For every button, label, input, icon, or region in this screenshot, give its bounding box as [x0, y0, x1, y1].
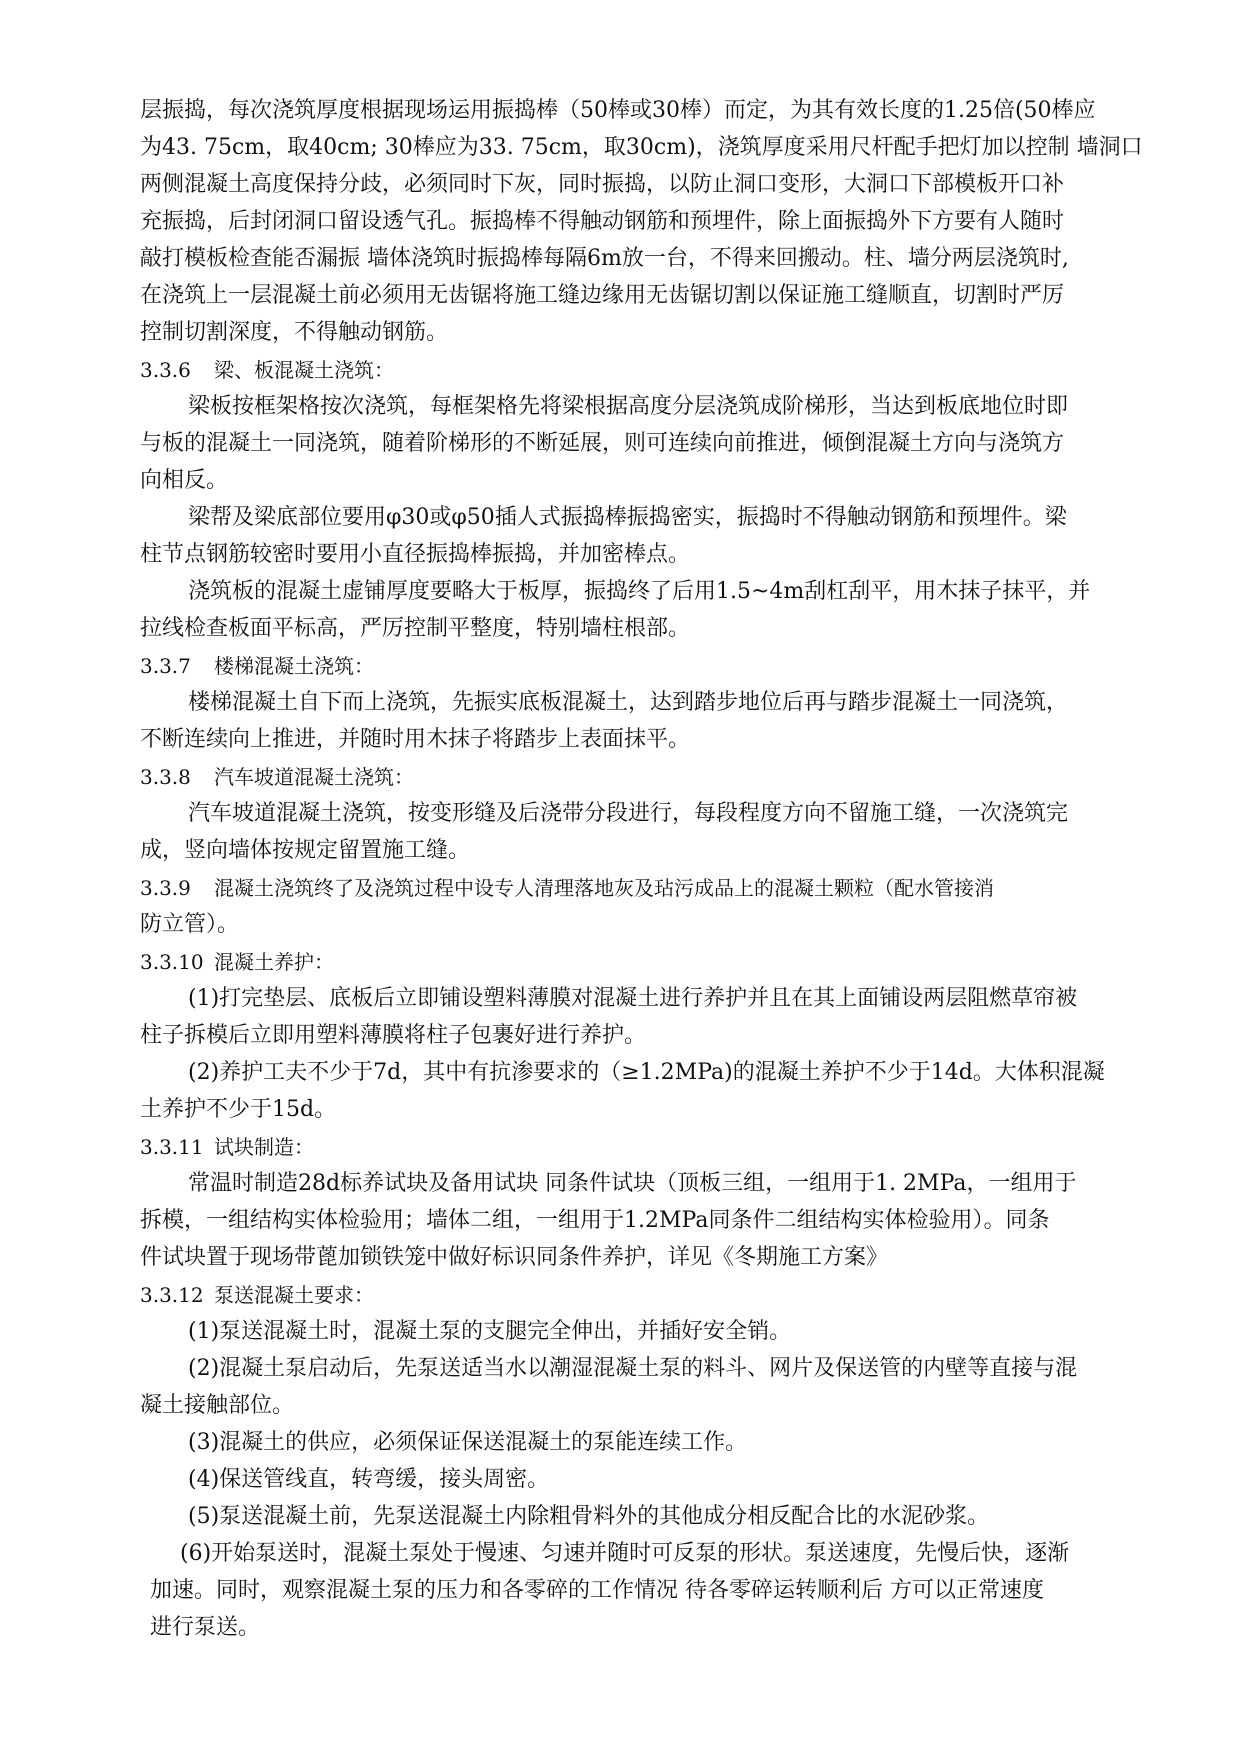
section-title: 梁、板混凝土浇筑：: [214, 358, 394, 382]
section-heading-3-3-6: [140, 355, 394, 385]
body-line: 两侧混凝土高度保持分歧，必须同时下灰，同时振捣，以防止洞口变形，大洞口下部模板开口补: [140, 172, 1065, 197]
body-line: (6)开始泵送时，混凝土泵处于慢速、匀速并随时可反泵的形状。泵送速度，先慢后快，逐渐: [180, 1541, 1070, 1566]
body-line: (4)保送管线直，转弯缓，接头周密。: [188, 1467, 550, 1492]
body-line: 拆模，一组结构实体检验用；墙体二组，一组用于1.2MPa同条件二组结构实体检验用）。同条: [140, 1208, 1050, 1233]
section-heading-3-3-11: [140, 1132, 314, 1162]
body-line: 柱子拆模后立即用塑料薄膜将柱子包裹好进行养护。: [140, 1023, 647, 1048]
body-line: 向相反。: [140, 468, 229, 493]
body-line: 层振捣，每次浇筑厚度根据现场运用振捣棒（50棒或30棒）而定，为其有效长度的1.25倍(50棒应: [140, 98, 1096, 123]
section-title: 混凝土养护：: [214, 950, 334, 974]
body-line: 梁帮及梁底部位要用φ30或φ50插人式振捣棒振捣密实，振捣时不得触动钢筋和预埋件。梁: [188, 505, 1067, 530]
body-line: 浇筑板的混凝土虚铺厚度要略大于板厚，振捣终了后用1.5~4m刮杠刮平，用木抹子抹平，并: [188, 579, 1091, 604]
body-line: 土养护不少于15d。: [140, 1097, 337, 1122]
body-line: 楼梯混凝土自下而上浇筑，先振实底板混凝土，达到踏步地位后再与踏步混凝土一同浇筑，: [188, 690, 1069, 715]
body-line: (2)混凝土泵启动后，先泵送适当水以潮湿混凝土泵的料斗、网片及保送管的内壁等直接与混: [188, 1356, 1078, 1381]
body-line: 加速。同时，观察混凝土泵的压力和各零碎的工作情况 待各零碎运转顺利后 方可以正常速度: [150, 1578, 1044, 1603]
section-heading-3-3-8: [140, 762, 414, 792]
section-title: 泵送混凝土要求：: [214, 1283, 374, 1307]
section-number: 3.3.11: [140, 1135, 204, 1159]
section-title: 汽车坡道混凝土浇筑：: [214, 765, 414, 789]
body-line: (3)混凝土的供应，必须保证保送混凝土的泵能连续工作。: [188, 1430, 748, 1455]
body-line: 成，竖向墙体按规定留置施工缝。: [140, 838, 471, 863]
section-number: 3.3.12: [140, 1283, 204, 1307]
body-line: 敲打模板检查能否漏振 墙体浇筑时振捣棒每隔6m放一台，不得来回搬动。柱、墙分两层浇筑时,: [140, 246, 1069, 271]
body-line: 不断连续向上推进，并随时用木抹子将踏步上表面抹平。: [140, 727, 691, 752]
body-line: 防立管）。: [140, 912, 240, 937]
section-heading-3-3-12: [140, 1280, 374, 1310]
body-line: 拉线检查板面平标高，严厉控制平整度，特别墙柱根部。: [140, 616, 691, 641]
section-title: 试块制造：: [214, 1135, 314, 1159]
section-title: 楼梯混凝土浇筑：: [214, 654, 374, 678]
body-line: 凝土接触部位。: [140, 1393, 295, 1418]
body-line: 梁板按框架格按次浇筑，每框架格先将梁根据高度分层浇筑成阶梯形，当达到板底地位时即: [188, 394, 1069, 419]
body-line: 控制切割深度，不得触动钢筋。: [140, 320, 449, 345]
section-number: 3.3.6: [140, 358, 191, 382]
body-line: 汽车坡道混凝土浇筑，按变形缝及后浇带分段进行，每段程度方向不留施工缝，一次浇筑完: [188, 801, 1069, 826]
section-number: 3.3.7: [140, 654, 191, 678]
section-number: 3.3.8: [140, 765, 191, 789]
body-line: 件试块置于现场带蓖加锁铁笼中做好标识同条件养护，详见《冬期施工方案》: [140, 1245, 889, 1270]
body-line: (1)泵送混凝土时，混凝土泵的支腿完全伸出，并插好安全销。: [188, 1319, 792, 1344]
section-heading-3-3-7: [140, 651, 374, 681]
body-line: (1)打完垫层、底板后立即铺设塑料薄膜对混凝土进行养护并且在其上面铺设两层阻燃草帘被: [188, 986, 1078, 1011]
body-line: 在浇筑上一层混凝土前必须用无齿锯将施工缝边缘用无齿锯切割以保证施工缝顺直，切割时严厉: [140, 283, 1065, 308]
body-line: 柱节点钢筋较密时要用小直径振捣棒振捣，并加密棒点。: [140, 542, 691, 567]
body-line: 与板的混凝土一同浇筑，随着阶梯形的不断延展，则可连续向前推进，倾倒混凝土方向与浇筑方: [140, 431, 1065, 456]
section-number: 3.3.10: [140, 950, 204, 974]
body-line: 进行泵送。: [150, 1615, 261, 1640]
section-heading-3-3-10: [140, 947, 334, 977]
section-title: 混凝土浇筑终了及浇筑过程中设专人清理落地灰及玷污成品上的混凝土颗粒（配水管接消: [214, 876, 994, 900]
body-line: 常温时制造28d标养试块及备用试块 同条件试块（顶板三组，一组用于1. 2MPa，一组用于: [188, 1171, 1077, 1196]
body-line: 为43. 75cm，取40cm; 30棒应为33. 75cm，取30cm)，浇筑厚度采用尺杆配手把灯加以控制 墙洞口: [140, 135, 1143, 160]
body-line: (5)泵送混凝土前，先泵送混凝土内除粗骨料外的其他成分相反配合比的水泥砂浆。: [188, 1504, 990, 1529]
body-line: (2)养护工夫不少于7d，其中有抗渗要求的（≥1.2MPa)的混凝土养护不少于14d。大体积混凝: [188, 1060, 1105, 1085]
body-line: 充振捣，后封闭洞口留设透气孔。振捣棒不得触动钢筋和预埋件，除上面振捣外下方要有人随时: [140, 209, 1065, 234]
section-number: 3.3.9: [140, 876, 191, 900]
section-heading-3-3-9: [140, 873, 994, 903]
